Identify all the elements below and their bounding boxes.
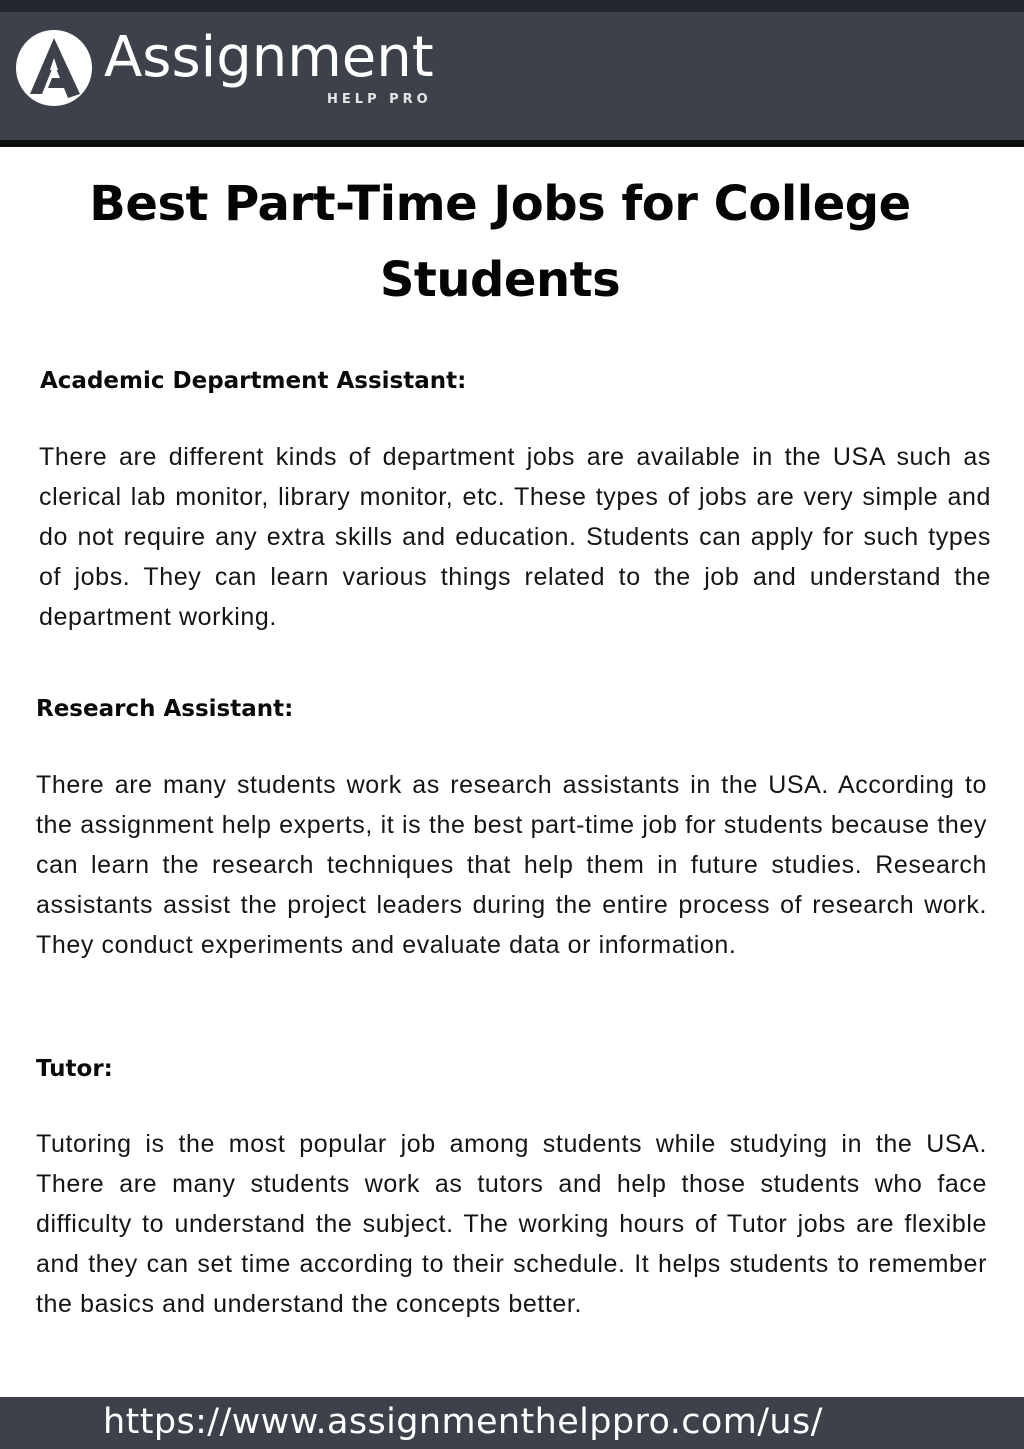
section-body-tutor: Tutoring is the most popular job among students while studying in the USA. There are many students work as tutors and help those students who face difficulty to understand the subject. The working hours of Tutor jobs are flexible and they can set time according to their schedule. It helps students to remember the basics and understand the concepts better. (36, 1130, 987, 1318)
section-body-academic: There are different kinds of department jobs are available in the USA such as clerical lab monitor, library monitor, etc. These types of jobs are very simple and do not require any extra skills and education. Students can apply for such types of jobs. They can learn various things related to the job and understand the department working. (39, 443, 991, 631)
section-body-research: There are many students work as research assistants in the USA. According to the assignment help experts, it is the best part-time job for students because they can learn the research techniques that help them in future studies. Research assistants assist the project leaders during the entire process of research work. They conduct experiments and evaluate data or information. (36, 771, 987, 959)
logo-wordmark (104, 26, 434, 110)
footer-url-link[interactable]: https://www.assignmenthelppro.com/us/ (103, 1402, 823, 1442)
brand-logo (14, 26, 434, 110)
logo-subtitle: HELP PRO (327, 92, 432, 107)
section-heading-academic: Academic Department Assistant: (40, 368, 467, 394)
page-title: Best Part-Time Jobs for College Students (89, 176, 911, 308)
header-divider (0, 140, 1024, 147)
logo-title: Assignment (104, 25, 434, 90)
assignment-a-icon (14, 28, 94, 108)
site-footer (0, 1397, 1024, 1449)
section-heading-research: Research Assistant: (36, 696, 294, 722)
section-heading-tutor: Tutor: (36, 1056, 113, 1082)
